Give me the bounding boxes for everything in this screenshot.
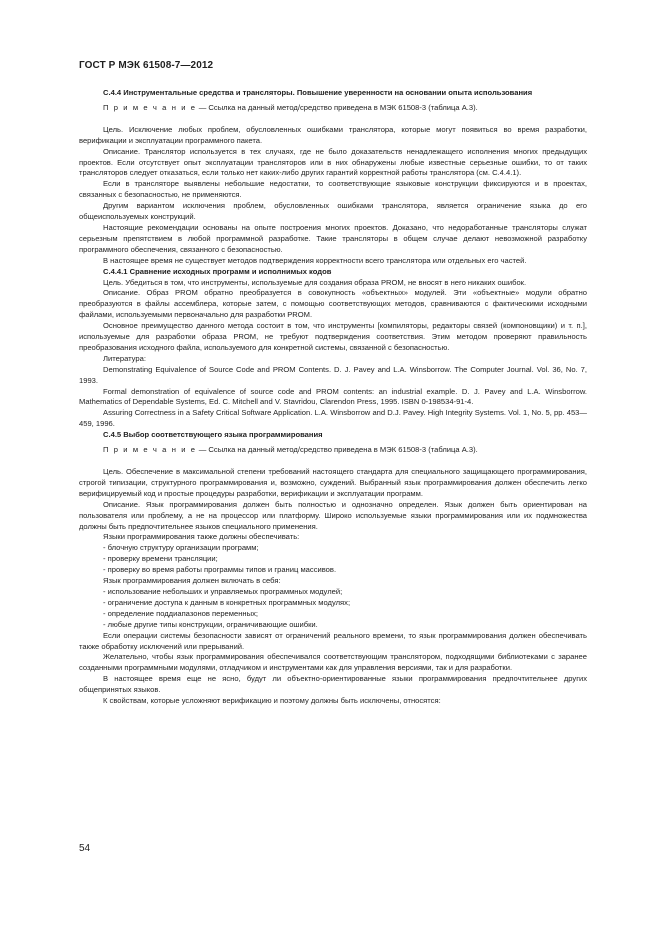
paragraph: Цель. Обеспечение в максимальной степени требований настоящего стандарта для специального защищающего программирования, строгой типизации, структурного программирования и, возможно, суждений. Выбранный язык программирования должен обеспечить легко верифицируемый код и простые процедуры разработки, верификации и эксплуатации программ. — [79, 467, 587, 498]
list-item: - любые другие типы конструкции, ограничивающие ошибки. — [103, 619, 318, 629]
list-item: - определение поддиапазонов переменных; — [103, 608, 258, 618]
reference: Formal demonstration of equivalence of source code and PROM contents: an industrial example. D. J. Pavey and L.A. Winsborrow. Mathematics of Dependable Systems, Ed. C. Mitchell and V. Stavridou, Clarendon Press, 1995. ISBN 0-198534-91-4. — [79, 386, 587, 407]
paragraph: Описание. Образ PROM обратно преобразуется в совокупность «объектных» модулей. Эти «объектные» модули обратно преобразуются в файлы ассемблера, которые затем, с помощью соответствующих методов, сравниваются с фактическими исходными файлами, используемыми первоначально для разработки PROM. — [79, 288, 587, 320]
paragraph: В настоящее время не существует методов подтверждения корректности всего транслятора или отдельных его частей. — [103, 255, 527, 265]
reference: Assuring Correctness in a Safety Critical Software Application. L.A. Winsborrow and D.J. Pavey. High Integrity Systems. Vol. 1, No. 5, pp. 453—459, 1996. — [79, 408, 587, 429]
paragraph: Другим вариантом исключения проблем, обусловленных ошибками транслятора, является ограничение языка до его общеиспользуемых конструкций. — [79, 201, 587, 222]
section-heading-c44: C.4.4 Инструментальные средства и трансляторы. Повышение уверенности на основании опыта использования — [103, 88, 533, 97]
note-c44 — [79, 103, 587, 114]
reference: Demonstrating Equivalence of Source Code and PROM Contents. D. J. Pavey and L.A. Winsborrow. The Computer Journal. Vol. 36, No. 7, 1993. — [79, 364, 587, 385]
list-item: - проверку во время работы программы типов и границ массивов. — [103, 565, 337, 575]
note-label: П р и м е ч а н и е — [103, 445, 197, 455]
paragraph: Настоящие рекомендации основаны на опыте построения многих проектов. Доказано, что недоработанные трансляторы служат серьезным препятствием в любой программной разработке. Такие трансляторы в общем случае делают невозможной разработку программного обеспечения, связанного с безопасностью. — [79, 222, 587, 254]
note-label: П р и м е ч а н и е — [103, 102, 197, 112]
list-item: - блочную структуру организации программ; — [103, 543, 259, 553]
note-text: — Ссылка на данный метод/средство приведена в МЭК 61508-3 (таблица А.3). — [196, 102, 478, 112]
note-text: — Ссылка на данный метод/средство приведена в МЭК 61508-3 (таблица А.3). — [196, 445, 478, 455]
list-item: - проверку времени трансляции; — [103, 554, 218, 564]
paragraph: Основное преимущество данного метода состоит в том, что инструменты [компиляторы, редакторы связей (компоновщики) и т. п.], используемые для разработки образа PROM, не требуют подтверждения соответствия. Этим методом проверяют правильность преобразования исходного файла, используемого для конкретной системы, связанной с безопасностью. — [79, 321, 587, 352]
page-number: 54 — [79, 843, 91, 854]
paragraph: Описание. Язык программирования должен быть полностью и однозначно определен. Язык должен быть ориентирован на пользователя или проблему, а не на процессор или платформу. Широко используемые языки программирования или их подмножества должны быть предпочтительнее языков специального применения. — [79, 499, 587, 531]
paragraph: Описание. Транслятор используется в тех случаях, где не было доказательств ненадлежащего исполнения многих предыдущих проектов. Если отсутствует опыт эксплуатации трансляторов или в них обнаружены любые известные серьезные ошибки, то от таких трансляторов следует отказаться, если только нет каких-либо других гарантий корректной работы транслятора (см. C.4.4.1). — [79, 146, 587, 178]
paragraph: К свойствам, которые усложняют верификацию и поэтому должны быть исключены, относятся: — [103, 696, 441, 706]
paragraph: Цель. Исключение любых проблем, обусловленных ошибками транслятора, которые могут появиться во время разработки, верификации и эксплуатации программного пакета. — [79, 124, 587, 145]
paragraph: Язык программирования должен включать в себя: — [103, 576, 281, 586]
section-heading-c45: C.4.5 Выбор соответствующего языка программирования — [103, 430, 323, 440]
list-item: - использование небольших и управляемых программных модулей; — [103, 586, 343, 596]
list-item: - ограничение доступа к данным в конкретных программных модулях; — [103, 597, 351, 607]
paragraph: Желательно, чтобы язык программирования обеспечивался соответствующим транслятором, подходящими библиотеками с заранее созданными программными модулями, отладчиком и инструментами как для управления версиями, так и для разработки. — [79, 652, 587, 673]
paragraph: В настоящее время еще не ясно, будут ли объектно-ориентированные языки программирования предпочтительнее других общепринятых языков. — [79, 674, 587, 695]
paragraph: Цель. Убедиться в том, что инструменты, используемые для создания образа PROM, не вносят в него никаких ошибок. — [103, 277, 527, 287]
note-c45 — [79, 445, 587, 456]
page-content — [79, 88, 587, 707]
section-heading-c441: C.4.4.1 Сравнение исходных программ и исполнимых кодов — [103, 266, 332, 276]
document-header: ГОСТ Р МЭК 61508-7—2012 — [79, 60, 214, 71]
paragraph: Языки программирования также должны обеспечивать: — [103, 532, 300, 542]
paragraph: Если в трансляторе выявлены небольшие недостатки, то соответствующие языковые конструкции фиксируются и в проектах, связанных с безопасностью, не применяются. — [79, 179, 587, 200]
literature-label: Литература: — [103, 353, 146, 363]
paragraph: Если операции системы безопасности зависят от ограничений реального времени, то язык программирования должен обеспечивать также обработку исключений или прерываний. — [79, 630, 587, 651]
